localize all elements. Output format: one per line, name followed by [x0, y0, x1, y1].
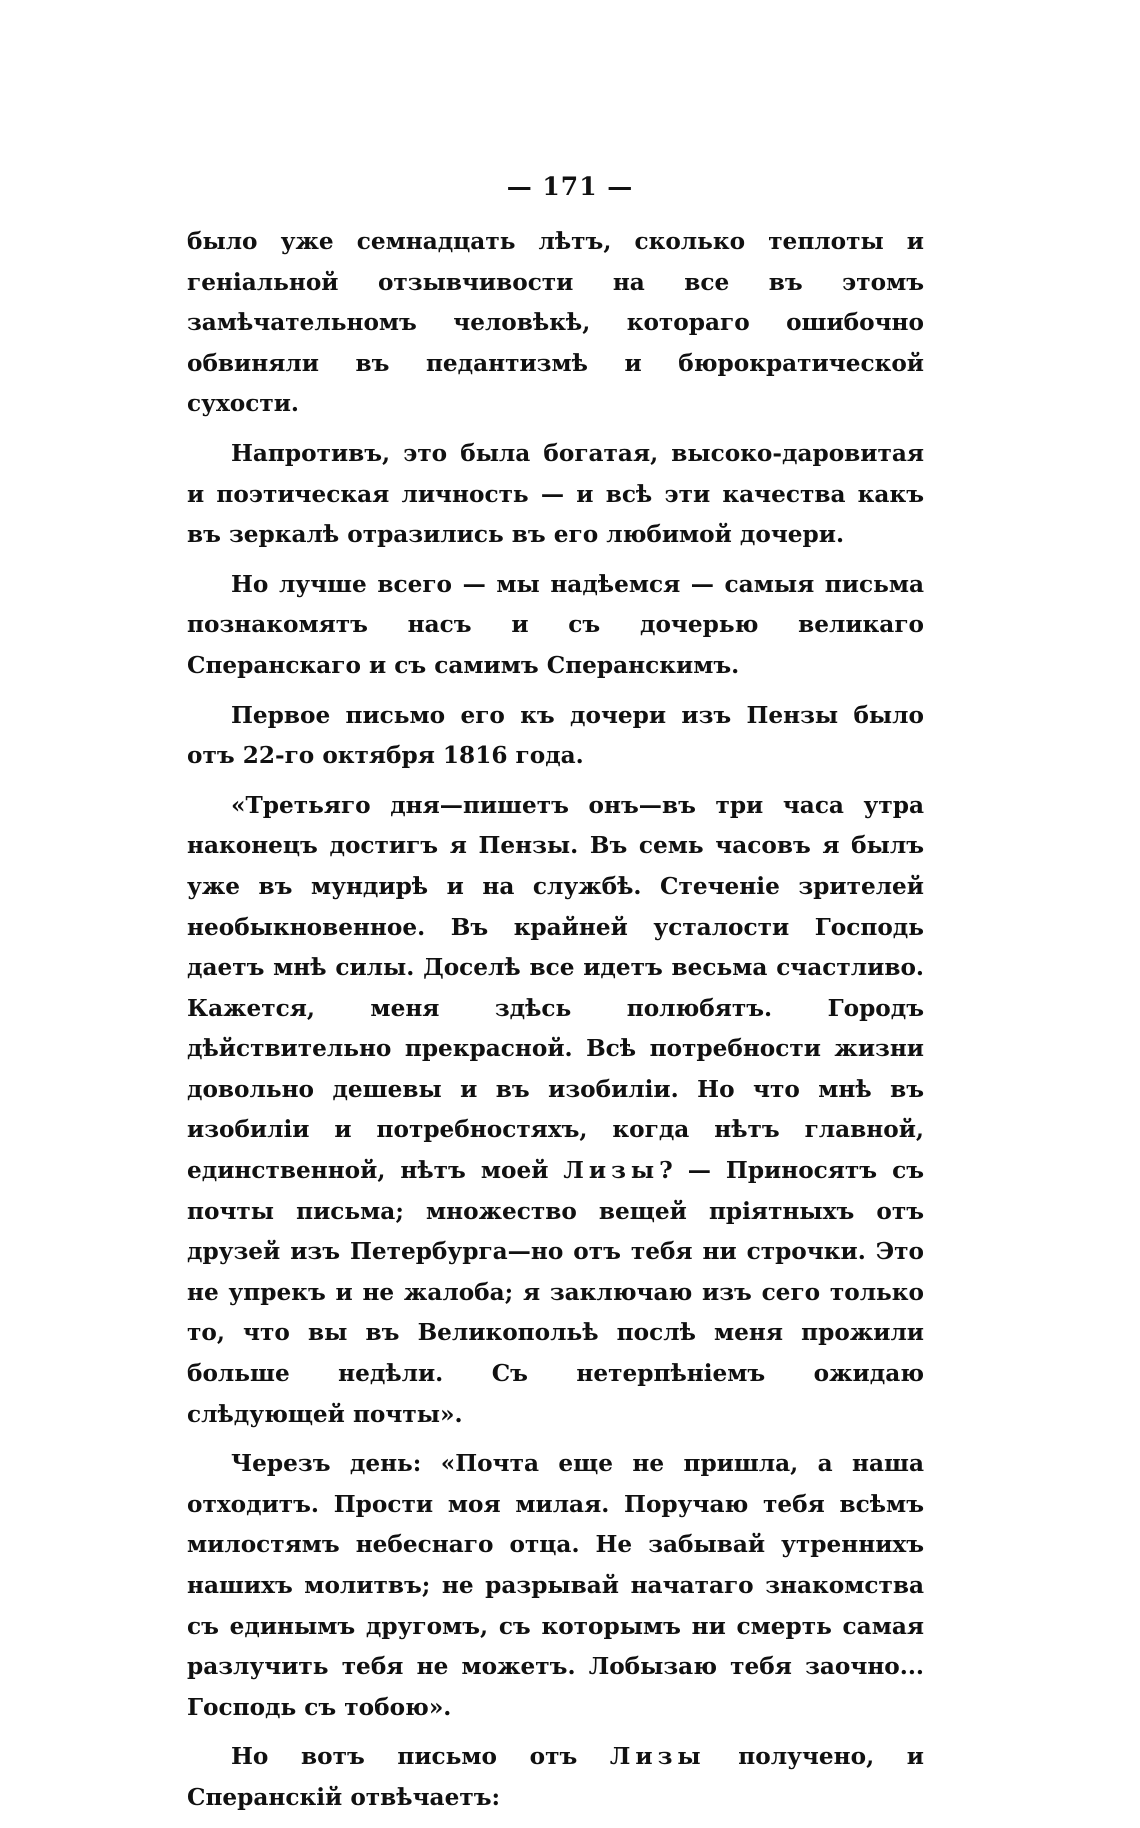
paragraph-4: Первое письмо его къ дочери изъ Пензы было отъ 22-го октября 1816 года. — [187, 701, 924, 770]
body-text — [187, 222, 924, 1828]
paragraph-7 — [187, 1737, 924, 1818]
paragraph-6: Черезъ день: «Почта еще не пришла, а наша отходитъ. Прости моя милая. Поручаю тебя всѣмъ милостямъ небеснаго отца. Не забывай утреннихъ нашихъ молитвъ; не разрывай начатаго знакомства съ единымъ другомъ, съ которымъ ни смерть самая разлучить тебя не можетъ. Лобызаю тебя заочно... Господь съ тобою». — [187, 1450, 924, 1721]
letter-text-before: «Третьяго дня—пишетъ онъ—въ три часа утра наконецъ достигъ я Пензы. Въ семь часовъ я былъ уже въ мундирѣ и на службѣ. Стеченіе зрителей необыкновенное. Въ крайней усталости Господь даетъ мнѣ силы. Доселѣ все идетъ весьма счастливо. Кажется, меня здѣсь полюбятъ. Городъ дѣйствительно прекрасной. Всѣ потребности жизни довольно дешевы и въ изобиліи. Но что мнѣ въ изобиліи и потребностяхъ, когда нѣтъ главной, единственной, нѣтъ моей — [187, 791, 924, 1185]
paragraph-1: было уже семнадцать лѣтъ, сколько теплоты и геніальной отзывчивости на все въ этомъ замѣчательномъ человѣкѣ, котораго ошибочно обвиняли въ педантизмѣ и бюрократической сухости. — [187, 228, 924, 418]
name-liza-emphasis: Лизы — [563, 1157, 660, 1185]
paragraph-3: Но лучше всего — мы надѣемся — самыя письма познакомятъ насъ и съ дочерью великаго Сперанскаго и съ самимъ Сперанскимъ. — [187, 570, 924, 679]
name-liza-emphasis-2: Лизы — [609, 1743, 706, 1771]
letter-text-after: ? — Приносятъ съ почты письма; множество вещей пріятныхъ отъ друзей изъ Петербурга—но отъ тебя ни строчки. Это не упрекъ и не жалоба; я заключаю изъ сего только то, что вы въ Великопольѣ послѣ меня прожили больше недѣли. Съ нетерпѣніемъ ожидаю слѣдующей почты». — [187, 1157, 924, 1428]
paragraph-2: Напротивъ, это была богатая, высоко-даровитая и поэтическая личность — и всѣ эти качества какъ въ зеркалѣ отразились въ его любимой дочери. — [187, 439, 924, 549]
paragraph-7-text-before: Но вотъ письмо отъ — [231, 1743, 610, 1771]
paragraph-5-letter — [187, 786, 924, 1436]
page-number: — 171 — — [506, 172, 634, 201]
paragraph-7-text-after: получено, и Сперанскій отвѣчаетъ: — [187, 1743, 924, 1811]
